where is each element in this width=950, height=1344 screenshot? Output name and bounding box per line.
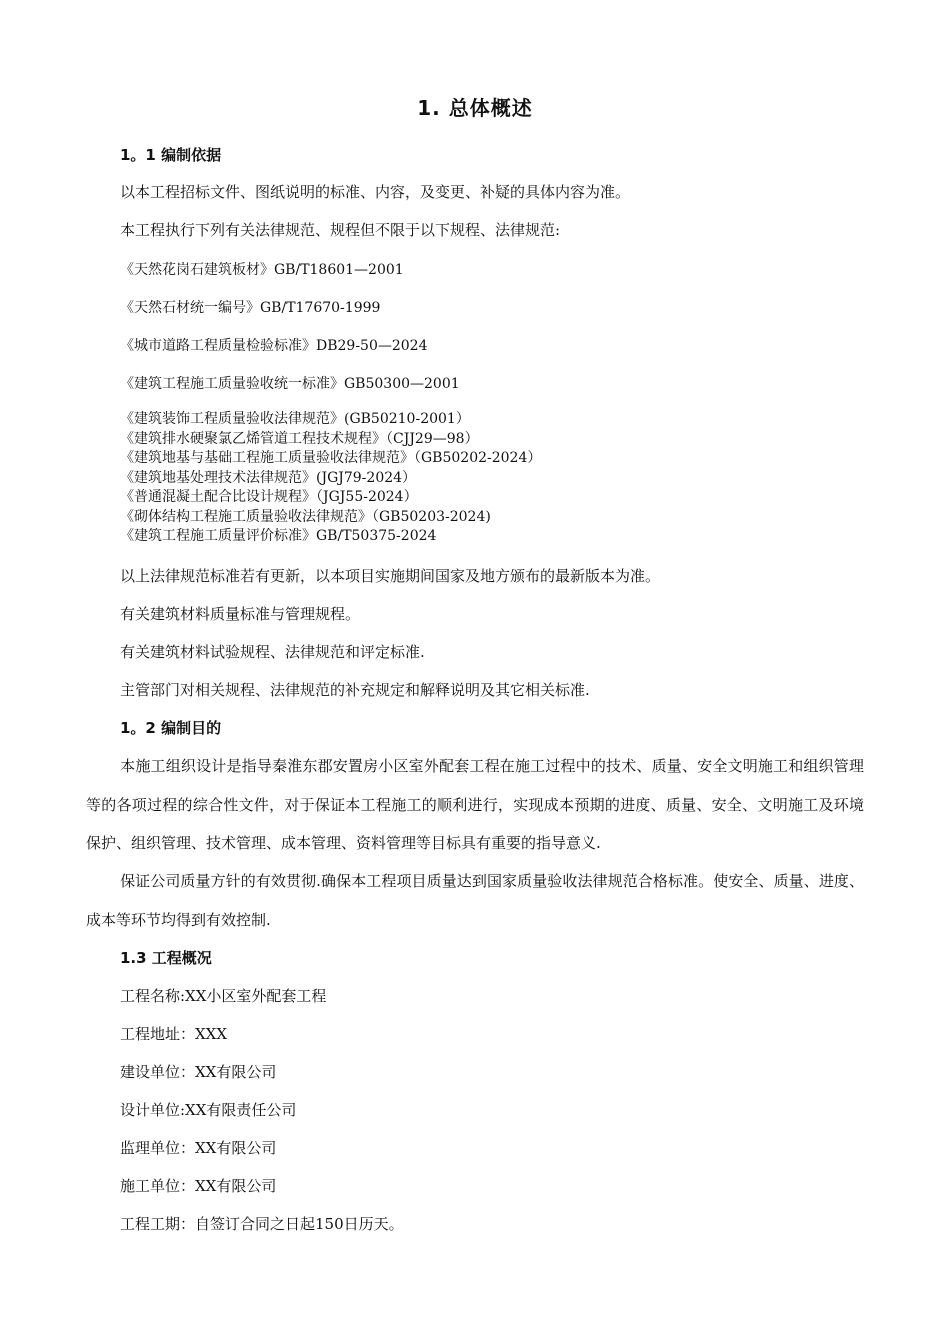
- quality-paragraph-text: 保证公司质量方针的有效贯彻.确保本工程项目质量达到国家质量验收法律规范合格标准。使安全、质量、进度、成本等环节均得到有效控制.: [86, 872, 864, 929]
- standard-item: 《建筑地基处理技术法律规范》(JGJ79-2024）: [120, 470, 417, 486]
- purpose-paragraph: [86, 747, 864, 863]
- note: 以上法律规范标准若有更新，以本项目实施期间国家及地方颁布的最新版本为准。: [120, 567, 661, 585]
- standard-item: 《城市道路工程质量检验标准》DB29-50—2024: [120, 338, 428, 354]
- purpose-paragraph-text: 本施工组织设计是指导秦淮东郡安置房小区室外配套工程在施工过程中的技术、质量、安全文明施工和组织管理等的各项过程的综合性文件，对于保证本工程施工的顺利进行，实现成本预期的进度、质量、安全、文明施工及环境保护、组织管理、技术管理、成本管理、资料管理等目标具有重要的指导意义.: [86, 757, 864, 852]
- paragraph: 以本工程招标文件、图纸说明的标准、内容，及变更、补疑的具体内容为准。: [120, 183, 631, 201]
- project-info-item: 工程名称:XX小区室外配套工程: [120, 987, 327, 1005]
- note: 有关建筑材料试验规程、法律规范和评定标准.: [120, 643, 425, 661]
- quality-paragraph: [86, 862, 864, 939]
- note: 有关建筑材料质量标准与管理规程。: [120, 605, 361, 623]
- page-title: 1. 总体概述: [417, 96, 533, 120]
- standard-item: 《建筑排水硬聚氯乙烯管道工程技术规程》（CJJ29—98）: [120, 431, 479, 447]
- note: 主管部门对相关规程、法律规范的补充规定和解释说明及其它相关标准.: [120, 681, 590, 699]
- project-info-item: 设计单位:XX有限责任公司: [120, 1101, 297, 1119]
- standard-item: 《建筑地基与基础工程施工质量验收法律规范》（GB50202-2024）: [120, 450, 542, 466]
- section-heading-1-2: 1。2 编制目的: [120, 719, 222, 737]
- project-info-item: 建设单位：XX有限公司: [120, 1063, 277, 1081]
- standard-item: 《砌体结构工程施工质量验收法律规范》（GB50203-2024): [120, 509, 491, 525]
- standard-item: 《普通混凝土配合比设计规程》（JGJ55-2024）: [120, 489, 418, 505]
- standard-item: 《天然石材统一编号》GB/T17670-1999: [120, 300, 381, 316]
- project-info-item: 监理单位：XX有限公司: [120, 1139, 277, 1157]
- project-info-item: 施工单位：XX有限公司: [120, 1177, 277, 1195]
- paragraph: 本工程执行下列有关法律规范、规程但不限于以下规程、法律规范:: [120, 221, 561, 239]
- standard-item: 《建筑装饰工程质量验收法律规范》(GB50210-2001）: [120, 411, 470, 427]
- standard-item: 《天然花岗石建筑板材》GB/T18601—2001: [120, 262, 404, 278]
- section-heading-1-3: 1.3 工程概况: [120, 949, 212, 967]
- standard-item: 《建筑工程施工质量评价标准》GB/T50375-2024: [120, 528, 437, 544]
- project-info-item: 工程地址：XXX: [120, 1025, 228, 1043]
- standard-item: 《建筑工程施工质量验收统一标准》GB50300—2001: [120, 376, 460, 392]
- project-info-item: 工程工期：自签订合同之日起150日历天。: [120, 1215, 404, 1233]
- section-heading-1-1: 1。1 编制依据: [120, 146, 222, 164]
